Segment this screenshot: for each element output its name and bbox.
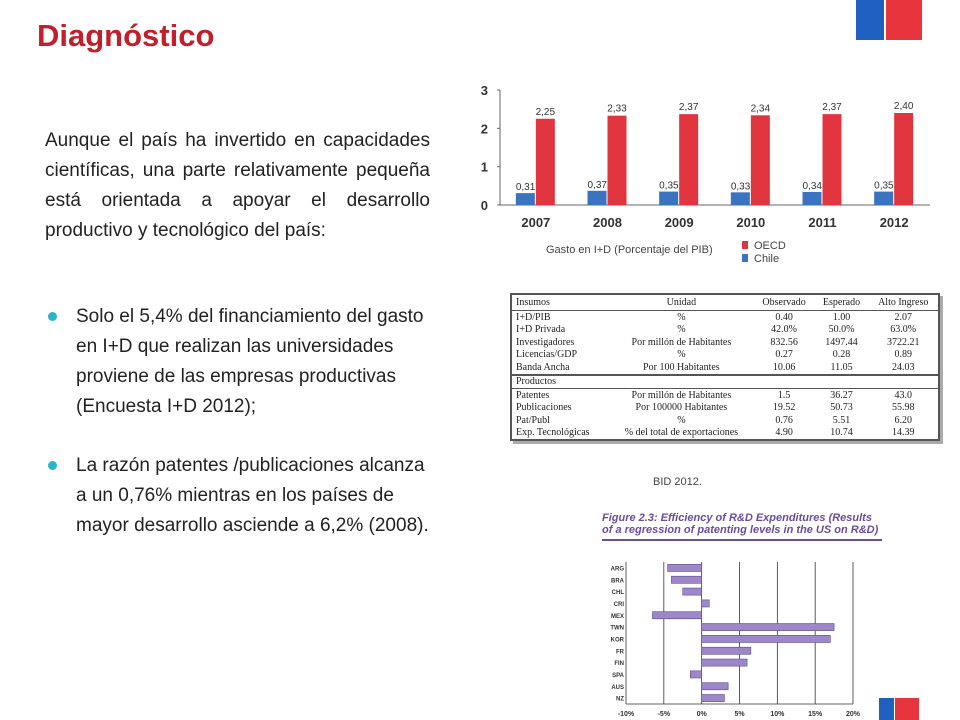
- table-cell: 24.03: [891, 361, 915, 373]
- table-cell: 10.06: [772, 361, 796, 373]
- bar-label-oecd: 2,37: [678, 102, 699, 114]
- x-tick-label: 10%: [770, 711, 785, 718]
- table-cell: Investigadores: [516, 336, 575, 348]
- bullet-item: [48, 302, 433, 422]
- efficiency-bar: [690, 671, 701, 678]
- table-cell: 43.0: [894, 389, 912, 401]
- table-header-row: [511, 294, 939, 311]
- table-cell: 0.89: [894, 349, 912, 361]
- efficiency-bar: [702, 659, 747, 666]
- table-cell: 50.0%: [828, 324, 855, 336]
- table-header-cell: Observado: [754, 294, 815, 311]
- x-tick-label: 15%: [808, 711, 823, 718]
- table-section-row: [511, 375, 939, 389]
- table-row: [511, 349, 939, 362]
- table-cell: 55.98: [891, 402, 915, 414]
- y-tick-label: 3: [480, 83, 488, 98]
- y-tick-label: 0: [480, 198, 488, 213]
- x-tick-label: 2010: [736, 215, 766, 230]
- legend-chile: [742, 253, 786, 266]
- table-row: [511, 324, 939, 337]
- bullet-dot-icon: [48, 461, 57, 470]
- x-tick-label: 0%: [696, 711, 707, 718]
- table-cell: Patentes: [516, 389, 550, 401]
- flag-blue-block: [856, 0, 884, 40]
- bar-oecd: [679, 114, 698, 205]
- table-cell: 2.07: [894, 311, 912, 323]
- rd-expenditure-chart: [470, 80, 940, 240]
- efficiency-chart: [598, 556, 870, 720]
- intro-paragraph: Aunque el país ha invertido en capacidades científicas, una parte relativamente pequeña está orientada a apoyar el desarrollo productivo y tecnológico del país:: [45, 130, 430, 241]
- table-cell: I+D Privada: [516, 324, 566, 336]
- efficiency-bar: [702, 624, 834, 631]
- table-cell: I+D/PIB: [516, 311, 551, 323]
- table-cell: Por millón de Habitantes: [631, 336, 732, 348]
- efficiency-bar: [668, 564, 702, 571]
- bar-oecd: [751, 115, 770, 205]
- table-cell: Por 100000 Habitantes: [635, 402, 728, 414]
- table-cell: 0.76: [775, 414, 793, 426]
- bar-label-oecd: 2,34: [750, 103, 771, 115]
- legend-label-oecd: OECD: [754, 240, 786, 252]
- table-cell: % del total de exportaciones: [624, 427, 739, 439]
- table-cell: 1497.44: [825, 336, 858, 348]
- table-cell: 0.27: [775, 349, 793, 361]
- country-label: CRI: [613, 601, 624, 608]
- x-tick-label: 2008: [593, 215, 622, 230]
- bar-label-oecd: 2,37: [822, 102, 842, 114]
- country-label: CHL: [611, 590, 624, 597]
- table-cell: Banda Ancha: [516, 361, 570, 373]
- legend-swatch-chile: [742, 254, 748, 262]
- efficiency-bar: [702, 600, 710, 607]
- bar-chile: [874, 192, 893, 205]
- table-cell: 5.51: [832, 414, 851, 426]
- table-header-cell: Alto Ingreso: [868, 294, 939, 311]
- bar-oecd: [608, 116, 627, 205]
- table-cell: 3722.21: [886, 336, 920, 348]
- country-label: SPA: [612, 672, 624, 679]
- x-tick-label: 2011: [808, 215, 837, 230]
- bar-label-chile: 0,37: [587, 179, 607, 191]
- table-row: [511, 414, 939, 427]
- table-cell: %: [677, 414, 686, 426]
- table-cell: 832.56: [770, 336, 798, 348]
- table-cell: 6.20: [894, 414, 912, 426]
- table-row: [511, 389, 939, 402]
- table-cell: 42.0%: [771, 324, 797, 336]
- source-note: BID 2012.: [653, 476, 702, 488]
- bar-oecd: [894, 113, 913, 205]
- country-label: NZ: [616, 696, 624, 703]
- country-label: BRA: [611, 578, 624, 585]
- flag-red-block: [886, 0, 922, 40]
- bar-chile: [588, 191, 607, 205]
- bar-label-oecd: 2,25: [535, 106, 556, 118]
- table-header-cell: Insumos: [511, 294, 609, 311]
- table-cell: 4.90: [775, 427, 793, 439]
- bar-label-oecd: 2,33: [607, 103, 627, 115]
- bar-chile: [731, 192, 750, 205]
- efficiency-bar: [652, 612, 701, 619]
- table-cell: 1.5: [777, 389, 791, 401]
- table-row: [511, 336, 939, 349]
- x-tick-label: 20%: [845, 711, 861, 718]
- country-label: FIN: [614, 661, 624, 668]
- efficiency-bar: [702, 635, 831, 642]
- bar-label-chile: 0,35: [874, 180, 894, 192]
- table-section-label: Productos: [511, 375, 939, 389]
- x-tick-label: 5%: [734, 711, 745, 718]
- legend-swatch-oecd: [742, 241, 748, 249]
- y-tick-label: 2: [480, 121, 488, 137]
- table-cell: 10.74: [830, 427, 853, 439]
- table-row: [511, 427, 939, 441]
- bar-label-chile: 0,35: [659, 180, 679, 192]
- table-header-cell: Esperado: [815, 294, 869, 311]
- page-title: Diagnóstico: [37, 18, 215, 53]
- table-cell: Pat/Publ: [516, 414, 550, 426]
- table-cell: 14.39: [891, 427, 915, 439]
- table-cell: 36.27: [830, 389, 853, 401]
- bar-oecd: [823, 114, 842, 205]
- country-label: AUS: [611, 684, 624, 691]
- table-row: [511, 311, 939, 324]
- country-label: ARG: [610, 566, 624, 573]
- x-tick-label: -10%: [617, 711, 635, 718]
- table-cell: 11.05: [830, 361, 853, 373]
- table-cell: %: [677, 311, 686, 323]
- table-cell: 0.28: [832, 349, 851, 361]
- table-cell: 63.0%: [890, 324, 917, 336]
- country-label: KOR: [610, 637, 624, 644]
- bottom-flag-blue-block: [879, 698, 894, 720]
- bar-label-chile: 0,33: [730, 181, 751, 193]
- figure-title: Figure 2.3: Efficiency of R&D Expenditures (Results of a regression of patenting levels in the US on R&D): [602, 512, 882, 541]
- bullet-text: Solo el 5,4% del financiamiento del gasto en I+D que realizan las universidades proviene de las empresas productivas (Encuesta I+D 2012);: [76, 306, 424, 417]
- y-tick-label: 1: [480, 159, 488, 175]
- bar-oecd: [536, 119, 555, 205]
- table-cell: 50.73: [830, 402, 853, 414]
- table-cell: %: [677, 324, 686, 336]
- bullet-item: [48, 451, 433, 541]
- bar-label-chile: 0,34: [802, 180, 822, 192]
- chart-legend-caption: Gasto en I+D (Porcentaje del PIB): [546, 244, 713, 256]
- table-header-cell: Unidad: [609, 294, 753, 311]
- bar-chile: [659, 192, 678, 205]
- x-tick-label: 2009: [664, 215, 694, 230]
- bullet-dot-icon: [48, 312, 57, 321]
- table-row: [511, 402, 939, 415]
- country-label: TWN: [610, 625, 624, 632]
- bar-label-oecd: 2,40: [893, 101, 914, 112]
- bottom-flag-red-block: [895, 698, 919, 720]
- efficiency-bar: [702, 695, 725, 702]
- bar-label-chile: 0,31: [515, 182, 536, 194]
- bar-chile: [516, 193, 535, 205]
- table-cell: Publicaciones: [516, 402, 572, 414]
- table-cell: 1.00: [832, 311, 851, 323]
- table-cell: Exp. Tecnológicas: [516, 427, 590, 439]
- chart-legend: [742, 240, 786, 266]
- efficiency-bar: [683, 588, 702, 595]
- bullet-text: La razón patentes /publicaciones alcanza a un 0,76% mientras en los países de mayor desarrollo asciende a 6,2% (2008).: [76, 455, 429, 536]
- table-cell: 0.40: [775, 311, 793, 323]
- efficiency-bar: [702, 683, 728, 690]
- legend-label-chile: Chile: [754, 253, 780, 265]
- bullet-list: [48, 302, 433, 570]
- x-tick-label: 2007: [521, 215, 551, 230]
- table-cell: Por millón de Habitantes: [631, 389, 732, 401]
- legend-oecd: [742, 240, 786, 253]
- country-label: MEX: [610, 613, 624, 620]
- table-cell: 19.52: [772, 402, 796, 414]
- x-tick-label: 2012: [879, 215, 909, 230]
- table-cell: %: [677, 349, 686, 361]
- table-row: [511, 361, 939, 375]
- x-tick-label: -5%: [657, 711, 671, 718]
- table-cell: Por 100 Habitantes: [643, 361, 720, 373]
- country-label: FR: [616, 649, 624, 656]
- efficiency-bar: [702, 647, 751, 654]
- efficiency-bar: [671, 576, 701, 583]
- table-cell: Licencias/GDP: [516, 349, 578, 361]
- bar-chile: [803, 192, 822, 205]
- indicators-table: [510, 293, 940, 441]
